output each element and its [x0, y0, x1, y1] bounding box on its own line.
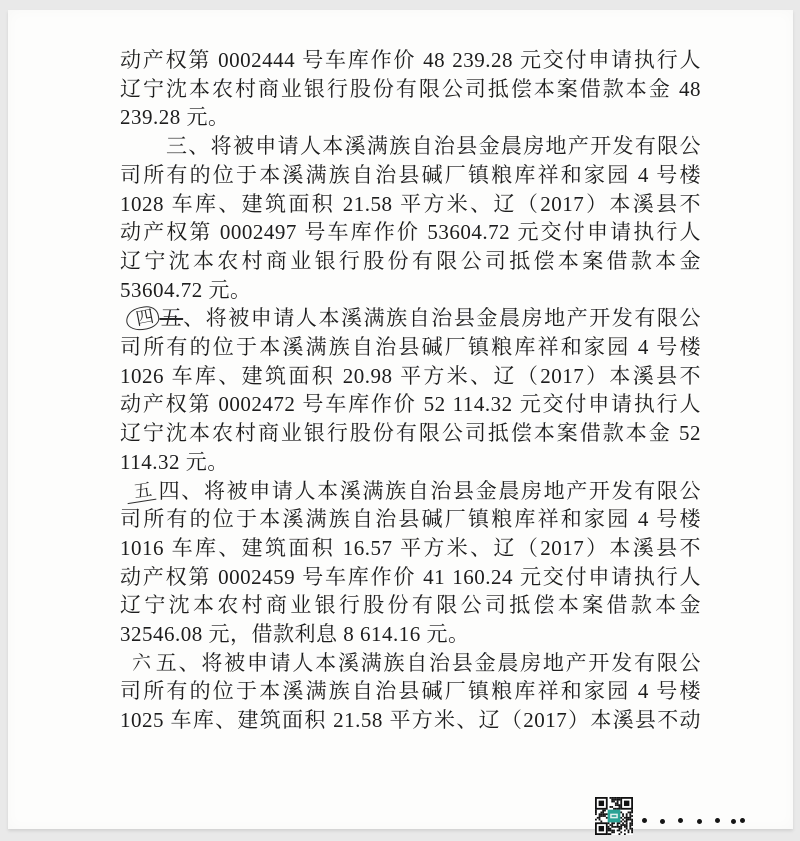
text-line: 辽宁沈本农村商业银行股份有限公司抵偿本案借款本金 — [120, 248, 701, 273]
text-line: 司所有的位于本溪满族自治县碱厂镇粮库祥和家园 4 号楼 — [120, 162, 701, 187]
text-line: 239.28 元。 — [120, 105, 230, 130]
paragraph — [120, 477, 701, 649]
document-paper — [8, 10, 793, 829]
text-line: 司所有的位于本溪满族自治县碱厂镇粮库祥和家园 4 号楼 — [120, 507, 701, 532]
qr-code-icon — [595, 797, 633, 835]
document-body — [120, 46, 701, 735]
text-line: 辽宁沈本农村商业银行股份有限公司抵偿本案借款本金 48 — [120, 76, 701, 101]
ink-dot — [740, 818, 745, 823]
paragraph — [120, 132, 701, 304]
text-line: 53604.72 元。 — [120, 277, 252, 302]
text-line: 1016 车库、建筑面积 16.57 平方米、辽（2017）本溪县不 — [120, 535, 701, 560]
text-line: 三、将被申请人本溪满族自治县金晨房地产开发有限公 — [166, 134, 701, 159]
ink-dot — [642, 818, 647, 823]
text-line: 1028 车库、建筑面积 21.58 平方米、辽（2017）本溪县不 — [120, 191, 701, 216]
item-number: 五 — [154, 650, 179, 675]
ink-dot — [697, 819, 702, 824]
text-line: 动产权第 0002472 号车库作价 52 114.32 元交付申请执行人 — [120, 392, 701, 417]
handwritten-correction: 四 — [124, 304, 160, 333]
text-line: 32546.08 元，借款利息 8 614.16 元。 — [120, 622, 470, 647]
text-line: 动产权第 0002444 号车库作价 48 239.28 元交付申请执行人 — [120, 48, 701, 72]
text-line: 六 五、将被申请人本溪满族自治县金晨房地产开发有限公 — [120, 649, 701, 678]
text-line: 辽宁沈本农村商业银行股份有限公司抵偿本案借款本金 — [120, 593, 701, 618]
text-line: 动产权第 0002459 号车库作价 41 160.24 元交付申请执行人 — [120, 564, 701, 589]
paragraph — [120, 46, 701, 132]
item-number: 三 — [166, 134, 189, 159]
paragraph — [120, 304, 701, 476]
handwritten-correction: 六 — [131, 651, 152, 675]
ink-dot — [678, 818, 683, 823]
item-number: 四 — [157, 478, 182, 503]
ink-dot — [731, 819, 736, 824]
text-line: 五 四、将被申请人本溪满族自治县金晨房地产开发有限公 — [120, 477, 701, 506]
text-line: 司所有的位于本溪满族自治县碱厂镇粮库祥和家园 4 号楼 — [120, 335, 701, 360]
text-line: 114.32 元。 — [120, 449, 229, 474]
text-line: 辽宁沈本农村商业银行股份有限公司抵偿本案借款本金 52 — [120, 421, 701, 446]
text-line: 司所有的位于本溪满族自治县碱厂镇粮库祥和家园 4 号楼 — [120, 679, 701, 704]
handwritten-dots — [642, 810, 762, 830]
text-line: 四 五、将被申请人本溪满族自治县金晨房地产开发有限公 — [120, 304, 701, 333]
handwritten-correction: 五 — [125, 479, 156, 503]
text-line: 动产权第 0002497 号车库作价 53604.72 元交付申请执行人 — [120, 220, 701, 245]
ink-dot — [715, 818, 720, 823]
text-line: 1025 车库、建筑面积 21.58 平方米、辽（2017）本溪县不动 — [120, 708, 701, 733]
paragraph — [120, 649, 701, 735]
text-line: 1026 车库、建筑面积 20.98 平方米、辽（2017）本溪县不 — [120, 363, 701, 388]
item-number: 五 — [159, 306, 184, 331]
ink-dot — [660, 819, 665, 824]
